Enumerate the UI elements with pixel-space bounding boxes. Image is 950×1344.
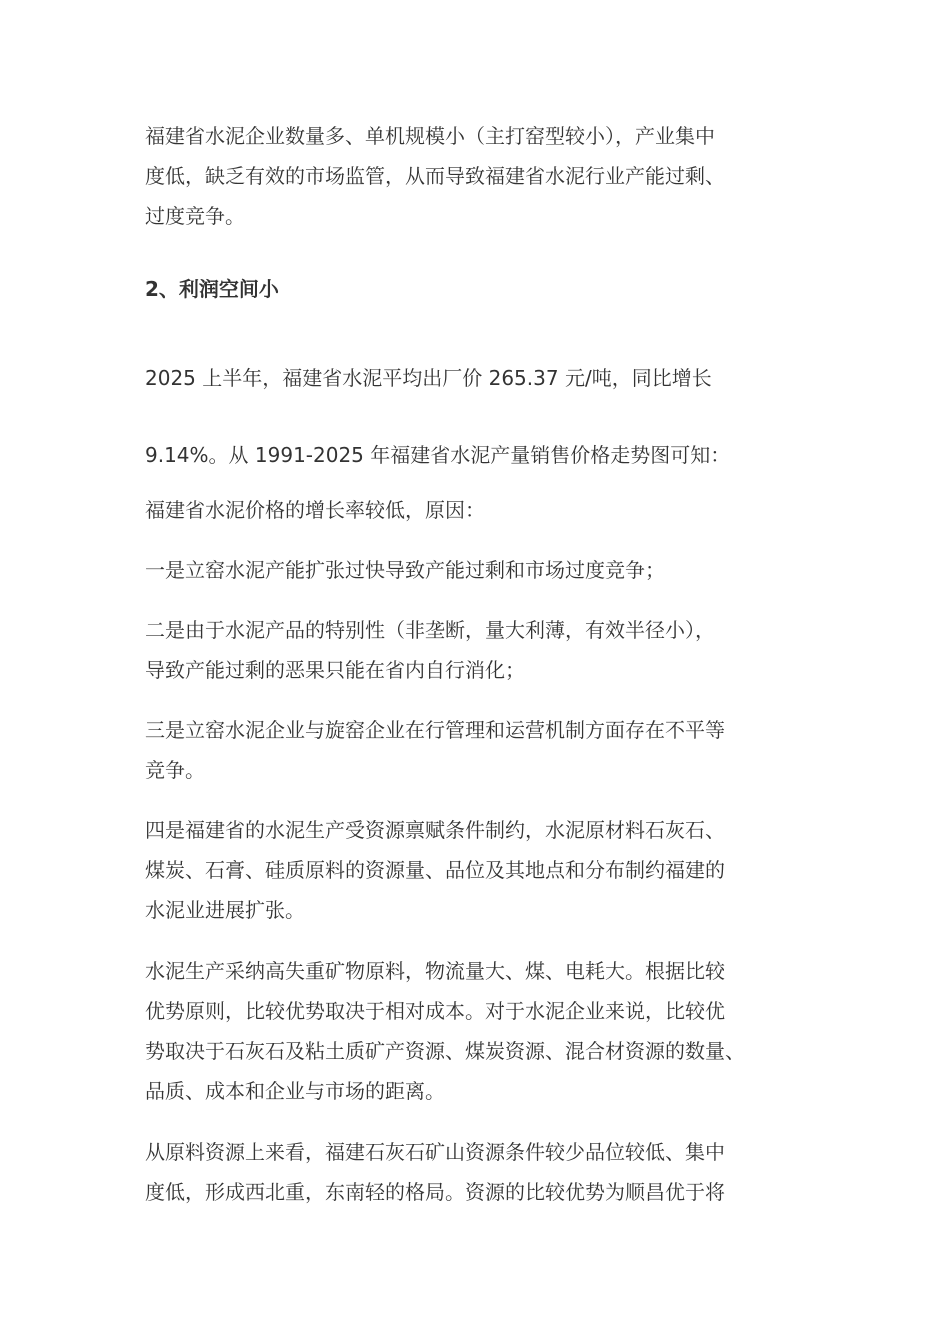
text-line: 导致产能过剩的恶果只能在省内自行消化； bbox=[145, 658, 525, 682]
text-line: 福建省水泥企业数量多、单机规模小（主打窑型较小），产业集中 bbox=[145, 124, 715, 148]
paragraph-reason-four bbox=[145, 810, 815, 930]
text-line: 福建省水泥价格的增长率较低，原因： bbox=[145, 498, 485, 522]
text-line: 水泥生产采纳高失重矿物原料，物流量大、煤、电耗大。根据比较 bbox=[145, 959, 725, 983]
text-line: 二是由于水泥产品的特别性（非垄断，量大利薄，有效半径小）， bbox=[145, 618, 715, 642]
text-line: 2025 上半年，福建省水泥平均出厂价 265.37 元/吨，同比增长 bbox=[145, 366, 712, 390]
text-line: 一是立窑水泥产能扩张过快导致产能过剩和市场过度竞争； bbox=[145, 558, 665, 582]
text-line: 过度竞争。 bbox=[145, 204, 245, 228]
text-line: 品质、成本和企业与市场的距离。 bbox=[145, 1079, 445, 1103]
paragraph-comparative-advantage bbox=[145, 951, 815, 1111]
text-line: 竞争。 bbox=[145, 758, 205, 782]
paragraph-reasons-intro bbox=[145, 490, 815, 530]
paragraph-industry-structure bbox=[145, 116, 815, 236]
paragraph-reason-one bbox=[145, 550, 815, 590]
text-line: 四是福建省的水泥生产受资源禀赋条件制约，水泥原材料石灰石、 bbox=[145, 818, 725, 842]
text-line: 水泥业进展扩张。 bbox=[145, 898, 305, 922]
text-line: 三是立窑水泥企业与旋窑企业在行管理和运营机制方面存在不平等 bbox=[145, 718, 725, 742]
paragraph-price-line-2 bbox=[145, 435, 815, 475]
paragraph-raw-materials bbox=[145, 1132, 815, 1212]
section-heading-profit-margin: 2、利润空间小 bbox=[145, 277, 279, 301]
text-line: 从原料资源上来看，福建石灰石矿山资源条件较少品位较低、集中 bbox=[145, 1140, 725, 1164]
text-line: 势取决于石灰石及粘土质矿产资源、煤炭资源、混合材资源的数量、 bbox=[145, 1039, 745, 1063]
paragraph-price-line-1 bbox=[145, 358, 815, 398]
paragraph-reason-three bbox=[145, 710, 815, 790]
text-line: 优势原则，比较优势取决于相对成本。对于水泥企业来说，比较优 bbox=[145, 999, 725, 1023]
text-line: 煤炭、石膏、硅质原料的资源量、品位及其地点和分布制约福建的 bbox=[145, 858, 725, 882]
text-line: 度低，缺乏有效的市场监管，从而导致福建省水泥行业产能过剩、 bbox=[145, 164, 725, 188]
paragraph-reason-two bbox=[145, 610, 815, 690]
text-line: 度低，形成西北重，东南轻的格局。资源的比较优势为顺昌优于将 bbox=[145, 1180, 725, 1204]
text-line: 9.14%。从 1991-2025 年福建省水泥产量销售价格走势图可知： bbox=[145, 443, 731, 467]
